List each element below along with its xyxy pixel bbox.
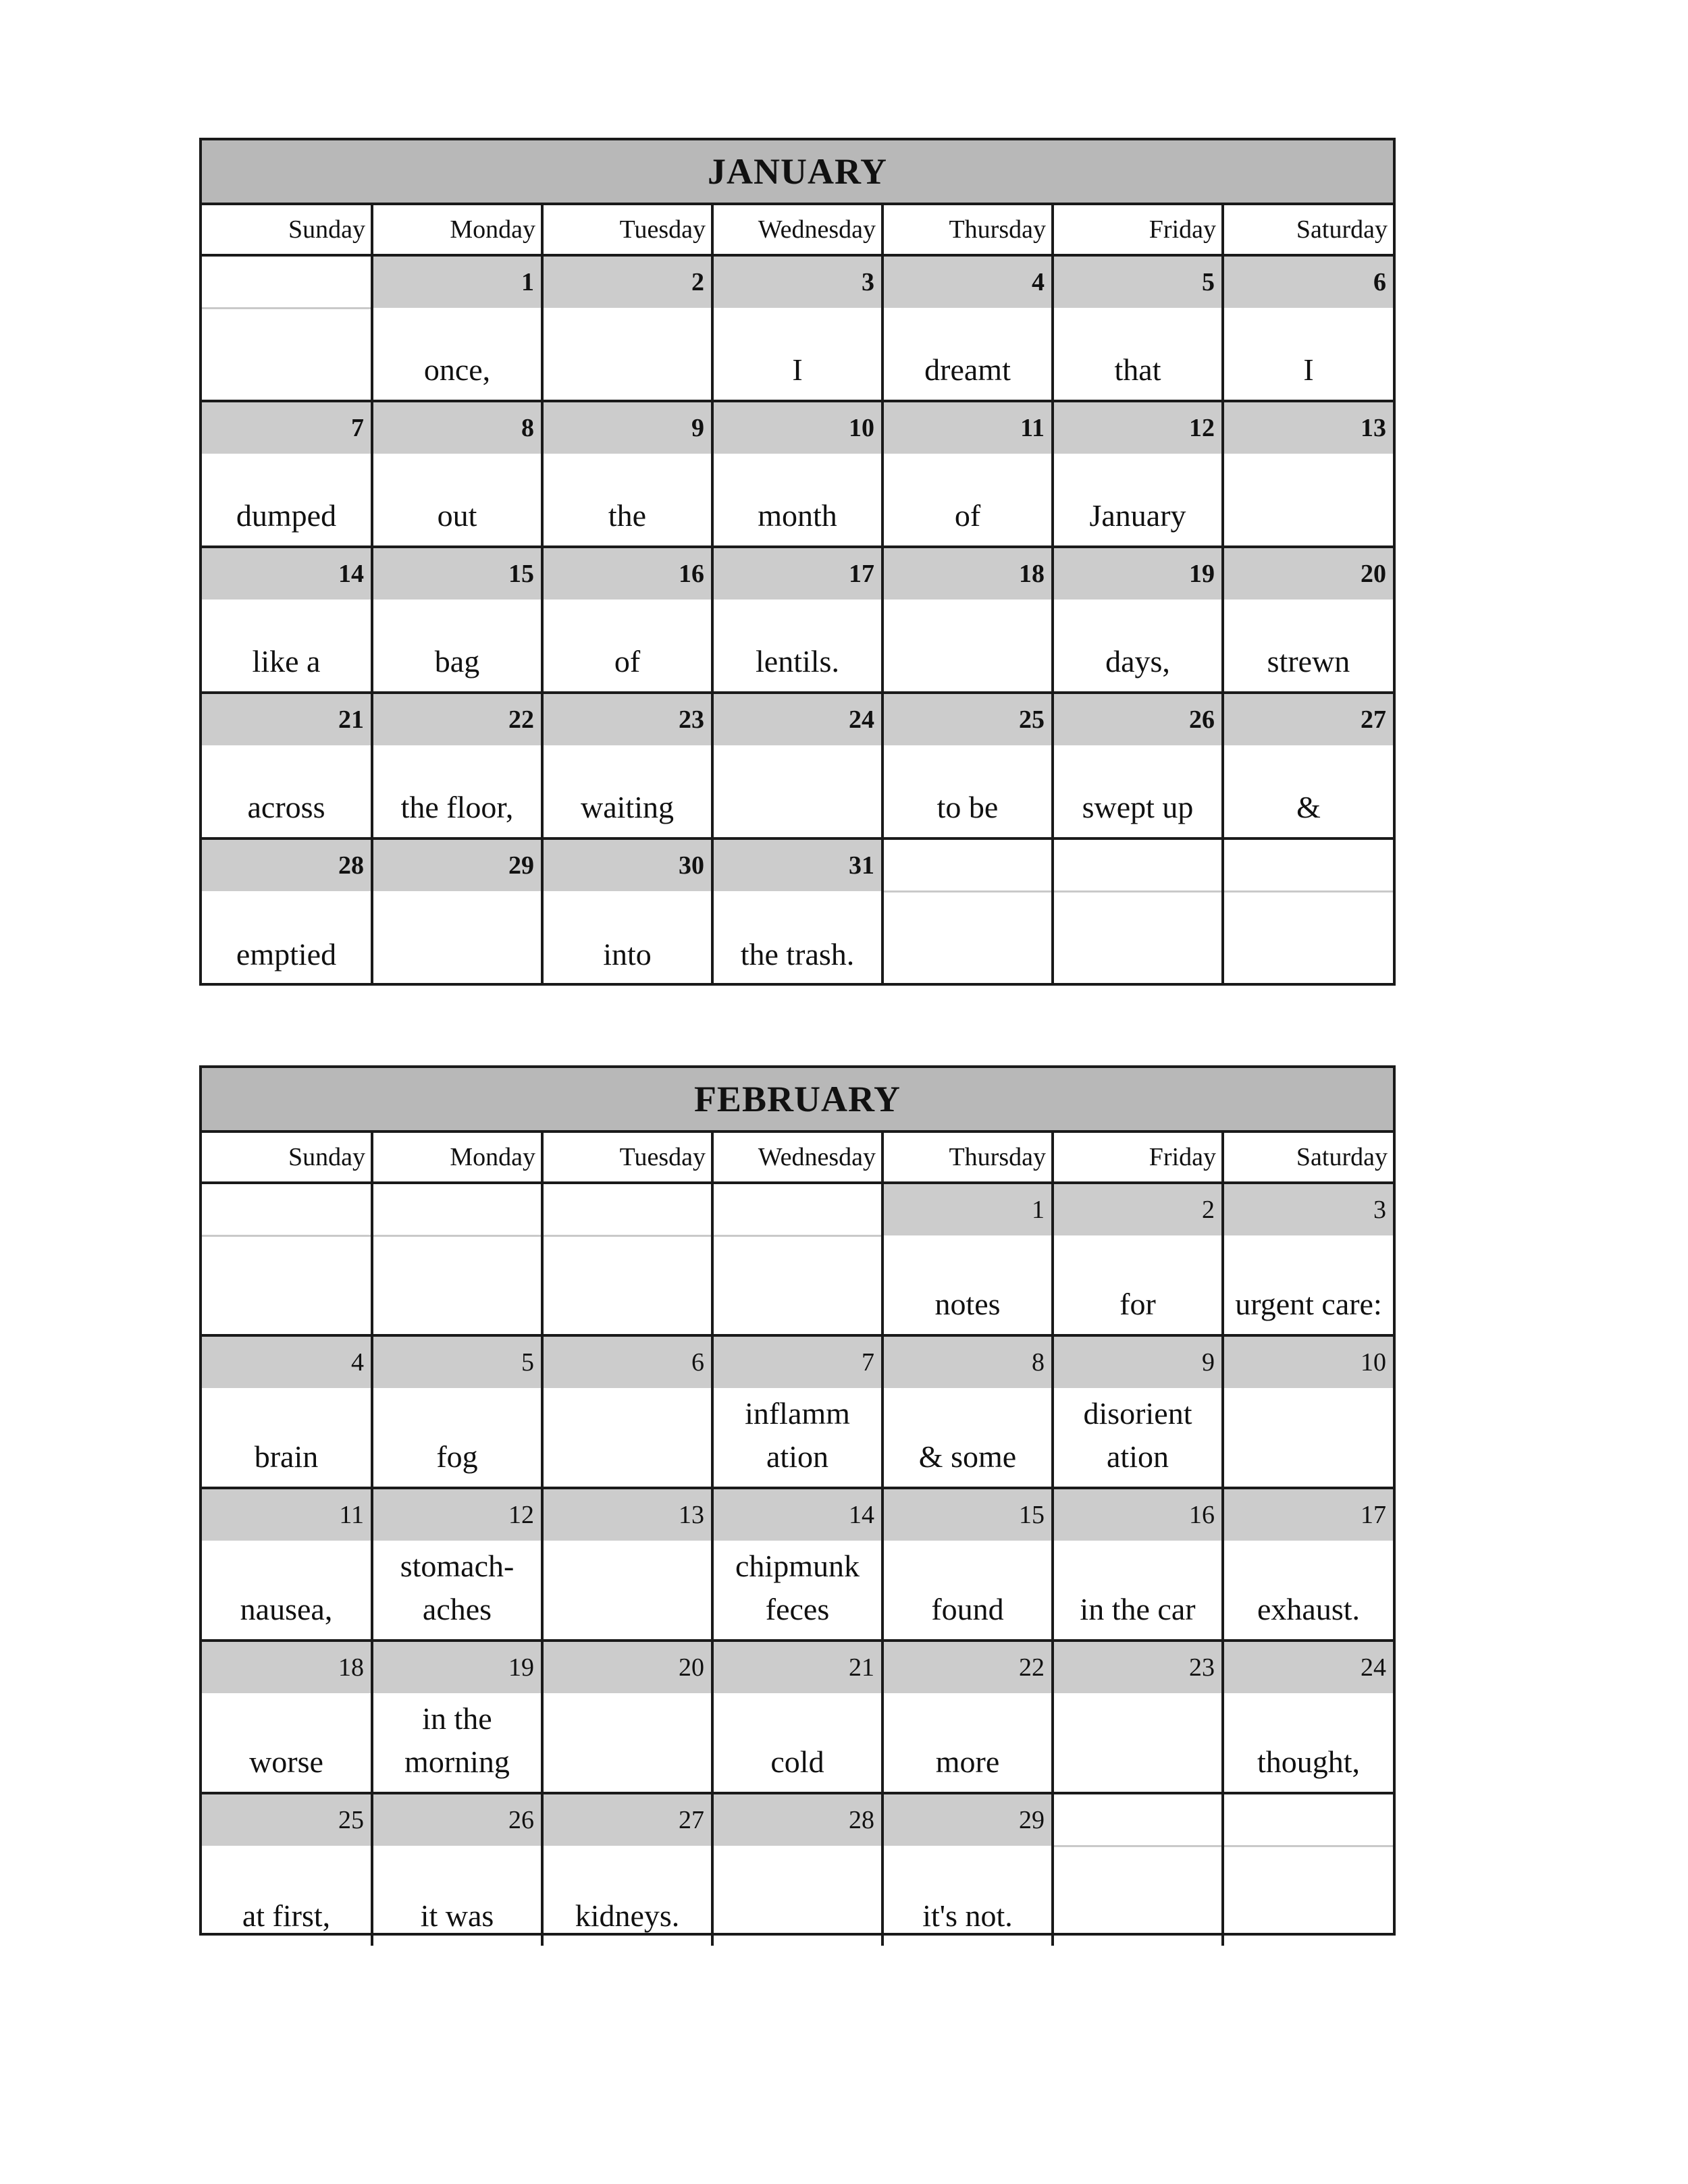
date-number: 9 (542, 401, 712, 454)
day-cell (712, 308, 882, 401)
date-number-row (202, 547, 1393, 600)
date-number: 14 (712, 1488, 882, 1541)
calendar-january (199, 138, 1396, 986)
date-number-row (202, 401, 1393, 454)
date-number: 27 (542, 1793, 712, 1846)
date-number: 12 (1053, 401, 1223, 454)
date-number: 8 (882, 1335, 1053, 1388)
date-number: 28 (202, 838, 372, 891)
day-cell (372, 1388, 542, 1488)
day-cell (1053, 454, 1223, 547)
day-cell (202, 1388, 372, 1488)
day-cell (712, 1388, 882, 1488)
day-word: the floor, (400, 790, 514, 824)
date-number: 8 (372, 401, 542, 454)
day-word: fog (436, 1439, 478, 1474)
date-number: 18 (202, 1641, 372, 1693)
day-cell (1053, 891, 1223, 984)
day-cell (712, 1693, 882, 1793)
day-cell (372, 745, 542, 838)
day-cell (882, 1235, 1053, 1335)
day-word: the trash. (740, 937, 855, 971)
day-cell (542, 1846, 712, 1946)
day-cell (372, 600, 542, 693)
month-grid (202, 205, 1393, 984)
day-text-row (202, 1541, 1393, 1641)
weekday-header: Thursday (882, 205, 1053, 255)
day-cell (372, 891, 542, 984)
date-number: 31 (712, 838, 882, 891)
day-cell (712, 891, 882, 984)
day-cell (542, 1388, 712, 1488)
day-cell (1223, 1846, 1393, 1946)
date-number: 1 (372, 255, 542, 308)
date-number: 6 (542, 1335, 712, 1388)
weekday-header: Thursday (882, 1133, 1053, 1183)
date-number: 7 (202, 401, 372, 454)
day-cell (882, 600, 1053, 693)
day-cell (542, 1693, 712, 1793)
date-number: 25 (882, 693, 1053, 745)
date-number: 19 (1053, 547, 1223, 600)
date-number (372, 1183, 542, 1235)
day-word: across (247, 790, 325, 824)
day-word: dreamt (924, 352, 1011, 387)
date-number: 28 (712, 1793, 882, 1846)
date-number: 2 (1053, 1183, 1223, 1235)
day-word: kidneys. (575, 1898, 680, 1933)
day-cell (1053, 1846, 1223, 1946)
day-text-row (202, 1846, 1393, 1946)
day-cell (1053, 1235, 1223, 1335)
day-word: in the car (1080, 1592, 1196, 1626)
date-number: 19 (372, 1641, 542, 1693)
day-cell (882, 1693, 1053, 1793)
day-cell (1223, 891, 1393, 984)
day-word: in the morning (404, 1701, 510, 1779)
day-word: that (1114, 352, 1161, 387)
day-text-row (202, 1235, 1393, 1335)
calendar-february (199, 1065, 1396, 1936)
date-number: 25 (202, 1793, 372, 1846)
day-cell (372, 454, 542, 547)
month-grid (202, 1133, 1393, 1946)
date-number: 12 (372, 1488, 542, 1541)
day-word: more (935, 1744, 1000, 1779)
date-number: 3 (1223, 1183, 1393, 1235)
date-number: 16 (542, 547, 712, 600)
day-word: strewn (1267, 644, 1350, 678)
day-cell (202, 308, 372, 401)
month-title: JANUARY (202, 140, 1393, 205)
day-word: urgent care: (1235, 1287, 1382, 1321)
day-word: dumped (236, 498, 337, 533)
day-cell (202, 1846, 372, 1946)
day-word: cold (770, 1744, 824, 1779)
day-cell (202, 1235, 372, 1335)
day-cell (1053, 745, 1223, 838)
day-word: into (603, 937, 652, 971)
day-cell (542, 454, 712, 547)
day-cell (542, 308, 712, 401)
day-cell (202, 745, 372, 838)
day-cell (542, 1541, 712, 1641)
weekday-header: Sunday (202, 205, 372, 255)
date-number: 23 (542, 693, 712, 745)
weekday-header: Friday (1053, 205, 1223, 255)
day-cell (202, 1693, 372, 1793)
day-word: thought, (1257, 1744, 1361, 1779)
weekday-header: Sunday (202, 1133, 372, 1183)
day-word: it was (420, 1898, 494, 1933)
date-number: 26 (1053, 693, 1223, 745)
day-word: for (1119, 1287, 1156, 1321)
day-word: I (792, 352, 803, 387)
weekday-header-row (202, 1133, 1393, 1183)
date-number: 26 (372, 1793, 542, 1846)
date-number: 5 (1053, 255, 1223, 308)
date-number (1053, 838, 1223, 891)
date-number-row (202, 1488, 1393, 1541)
day-cell (712, 1235, 882, 1335)
date-number: 27 (1223, 693, 1393, 745)
date-number: 2 (542, 255, 712, 308)
date-number: 24 (712, 693, 882, 745)
date-number: 13 (1223, 401, 1393, 454)
day-cell (1053, 1541, 1223, 1641)
date-number (542, 1183, 712, 1235)
day-cell (882, 1541, 1053, 1641)
month-title: FEBRUARY (202, 1068, 1393, 1133)
day-word: found (931, 1592, 1004, 1626)
day-cell (542, 745, 712, 838)
day-cell (882, 308, 1053, 401)
date-number-row (202, 1793, 1393, 1846)
date-number: 21 (712, 1641, 882, 1693)
date-number: 29 (372, 838, 542, 891)
day-cell (1223, 1388, 1393, 1488)
date-number-row (202, 693, 1393, 745)
date-number: 10 (712, 401, 882, 454)
day-text-row (202, 1693, 1393, 1793)
day-cell (202, 1541, 372, 1641)
weekday-header: Saturday (1223, 1133, 1393, 1183)
date-number: 18 (882, 547, 1053, 600)
date-number-row (202, 1183, 1393, 1235)
date-number (1223, 838, 1393, 891)
date-number: 4 (202, 1335, 372, 1388)
date-number: 7 (712, 1335, 882, 1388)
date-number (1223, 1793, 1393, 1846)
weekday-header: Tuesday (542, 1133, 712, 1183)
day-word: I (1303, 352, 1314, 387)
date-number-row (202, 838, 1393, 891)
day-word: of (614, 644, 641, 678)
day-cell (1053, 600, 1223, 693)
weekday-header: Saturday (1223, 205, 1393, 255)
day-word: emptied (236, 937, 337, 971)
day-cell (372, 1541, 542, 1641)
day-cell (1223, 308, 1393, 401)
day-cell (712, 745, 882, 838)
day-cell (372, 1693, 542, 1793)
day-cell (542, 891, 712, 984)
date-number: 1 (882, 1183, 1053, 1235)
day-word: exhaust. (1257, 1592, 1360, 1626)
day-text-row (202, 308, 1393, 401)
day-word: of (954, 498, 981, 533)
weekday-header: Wednesday (712, 205, 882, 255)
day-cell (712, 454, 882, 547)
day-word: January (1089, 498, 1186, 533)
day-word: worse (249, 1744, 323, 1779)
day-cell (882, 454, 1053, 547)
date-number: 15 (372, 547, 542, 600)
date-number: 13 (542, 1488, 712, 1541)
day-cell (1053, 1693, 1223, 1793)
day-word: inflamm ation (745, 1396, 850, 1474)
day-cell (202, 454, 372, 547)
date-number-row (202, 255, 1393, 308)
day-cell (712, 1846, 882, 1946)
day-cell (1223, 1235, 1393, 1335)
day-word: brain (254, 1439, 319, 1474)
weekday-header: Monday (372, 1133, 542, 1183)
day-word: swept up (1082, 790, 1194, 824)
day-cell (372, 1235, 542, 1335)
date-number-row (202, 1641, 1393, 1693)
weekday-header: Monday (372, 205, 542, 255)
date-number: 20 (542, 1641, 712, 1693)
day-word: disorient ation (1083, 1396, 1192, 1474)
day-word: out (437, 498, 477, 533)
date-number: 17 (712, 547, 882, 600)
day-cell (882, 1846, 1053, 1946)
day-word: the (608, 498, 647, 533)
date-number: 22 (882, 1641, 1053, 1693)
date-number: 16 (1053, 1488, 1223, 1541)
day-word: stomach- aches (400, 1549, 515, 1626)
date-number: 15 (882, 1488, 1053, 1541)
day-text-row (202, 891, 1393, 984)
day-cell (1223, 600, 1393, 693)
day-cell (712, 600, 882, 693)
day-word: waiting (581, 790, 674, 824)
date-number (202, 1183, 372, 1235)
date-number: 11 (882, 401, 1053, 454)
day-word: & (1296, 790, 1321, 824)
date-number: 21 (202, 693, 372, 745)
date-number: 3 (712, 255, 882, 308)
date-number: 29 (882, 1793, 1053, 1846)
day-text-row (202, 1388, 1393, 1488)
day-cell (882, 891, 1053, 984)
day-word: it's not. (922, 1898, 1013, 1933)
date-number: 22 (372, 693, 542, 745)
weekday-header: Wednesday (712, 1133, 882, 1183)
day-text-row (202, 745, 1393, 838)
date-number: 5 (372, 1335, 542, 1388)
day-word: days, (1105, 644, 1170, 678)
day-word: at first, (242, 1898, 331, 1933)
day-text-row (202, 454, 1393, 547)
day-word: notes (934, 1287, 1001, 1321)
day-word: like a (252, 644, 321, 678)
day-word: once, (423, 352, 491, 387)
date-number: 24 (1223, 1641, 1393, 1693)
weekday-header: Friday (1053, 1133, 1223, 1183)
day-cell (542, 600, 712, 693)
day-cell (1223, 454, 1393, 547)
day-text-row (202, 600, 1393, 693)
day-cell (1223, 1541, 1393, 1641)
day-cell (372, 308, 542, 401)
day-word: chipmunk feces (735, 1549, 860, 1626)
day-cell (882, 1388, 1053, 1488)
day-word: lentils. (756, 644, 839, 678)
date-number (1053, 1793, 1223, 1846)
day-word: nausea, (240, 1592, 333, 1626)
day-cell (1053, 308, 1223, 401)
date-number: 30 (542, 838, 712, 891)
date-number: 10 (1223, 1335, 1393, 1388)
date-number: 11 (202, 1488, 372, 1541)
day-cell (882, 745, 1053, 838)
date-number (882, 838, 1053, 891)
day-cell (1223, 745, 1393, 838)
day-word: to be (937, 790, 999, 824)
weekday-header-row (202, 205, 1393, 255)
date-number: 9 (1053, 1335, 1223, 1388)
date-number: 17 (1223, 1488, 1393, 1541)
weekday-header: Tuesday (542, 205, 712, 255)
date-number-row (202, 1335, 1393, 1388)
date-number: 14 (202, 547, 372, 600)
date-number: 23 (1053, 1641, 1223, 1693)
day-cell (202, 600, 372, 693)
day-cell (712, 1541, 882, 1641)
date-number: 4 (882, 255, 1053, 308)
day-cell (372, 1846, 542, 1946)
day-word: & some (918, 1439, 1017, 1474)
day-cell (1223, 1693, 1393, 1793)
day-cell (202, 891, 372, 984)
day-word: bag (434, 644, 480, 678)
day-cell (1053, 1388, 1223, 1488)
date-number (712, 1183, 882, 1235)
date-number: 6 (1223, 255, 1393, 308)
date-number (202, 255, 372, 308)
day-cell (542, 1235, 712, 1335)
date-number: 20 (1223, 547, 1393, 600)
day-word: month (758, 498, 837, 533)
